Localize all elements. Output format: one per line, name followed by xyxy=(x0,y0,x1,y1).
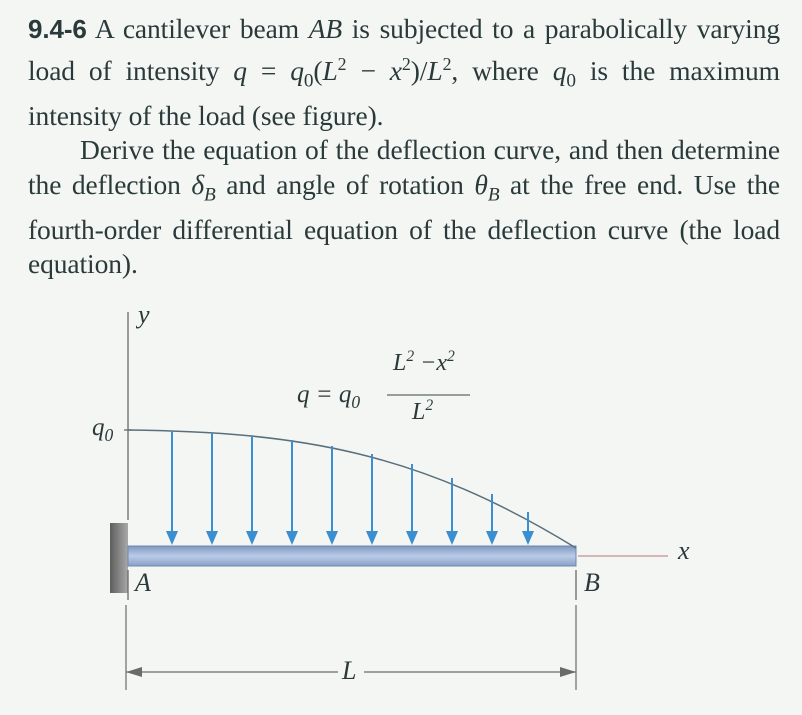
load-arrow-head xyxy=(522,531,534,545)
problem-text-2: Derive the equation of the deflection curve, and then determine the deflection $\delta_B$ and angle of rotation $\theta_B$ at the free end. Use the fourth-order differential equation of the deflection curve (the load equation). xyxy=(28,134,781,280)
span-arrow-left xyxy=(126,667,142,677)
fixed-support xyxy=(110,523,128,593)
load-arrow-head xyxy=(326,531,338,545)
load-arrows xyxy=(166,431,534,545)
load-arrow-head xyxy=(166,531,178,545)
load-curve xyxy=(128,430,576,548)
load-arrow-head xyxy=(286,531,298,545)
load-arrow-head xyxy=(446,531,458,545)
beam xyxy=(128,546,576,566)
span-length-label: L xyxy=(342,656,357,685)
problem-number: 9.4-6 xyxy=(28,14,87,44)
load-arrow-head xyxy=(486,531,498,545)
load-equation-lhs: $q = q_0$ xyxy=(297,381,361,412)
load-arrow-head xyxy=(366,531,378,545)
support-a-label: A xyxy=(135,568,151,597)
load-arrow-head xyxy=(206,531,218,545)
load-arrow-head xyxy=(246,531,258,545)
y-axis-label: y xyxy=(138,300,150,329)
load-equation-numerator: $L^2 -x^2$ xyxy=(393,348,455,376)
x-axis-label: x xyxy=(678,536,690,565)
free-end-b-label: B xyxy=(584,568,600,597)
problem-text-1: A cantilever beam AB is subjected to a parabolically varying load of intensity $q = q_0(L^2 - x^2)/L^2$, where $q_0$ is the maximum intensity of the load (see figure). xyxy=(28,13,781,131)
load-equation-denominator: $L^2$ xyxy=(412,397,434,425)
q0-label: $q_0$ xyxy=(92,414,114,445)
span-arrow-right xyxy=(560,667,576,677)
load-arrow-head xyxy=(406,531,418,545)
